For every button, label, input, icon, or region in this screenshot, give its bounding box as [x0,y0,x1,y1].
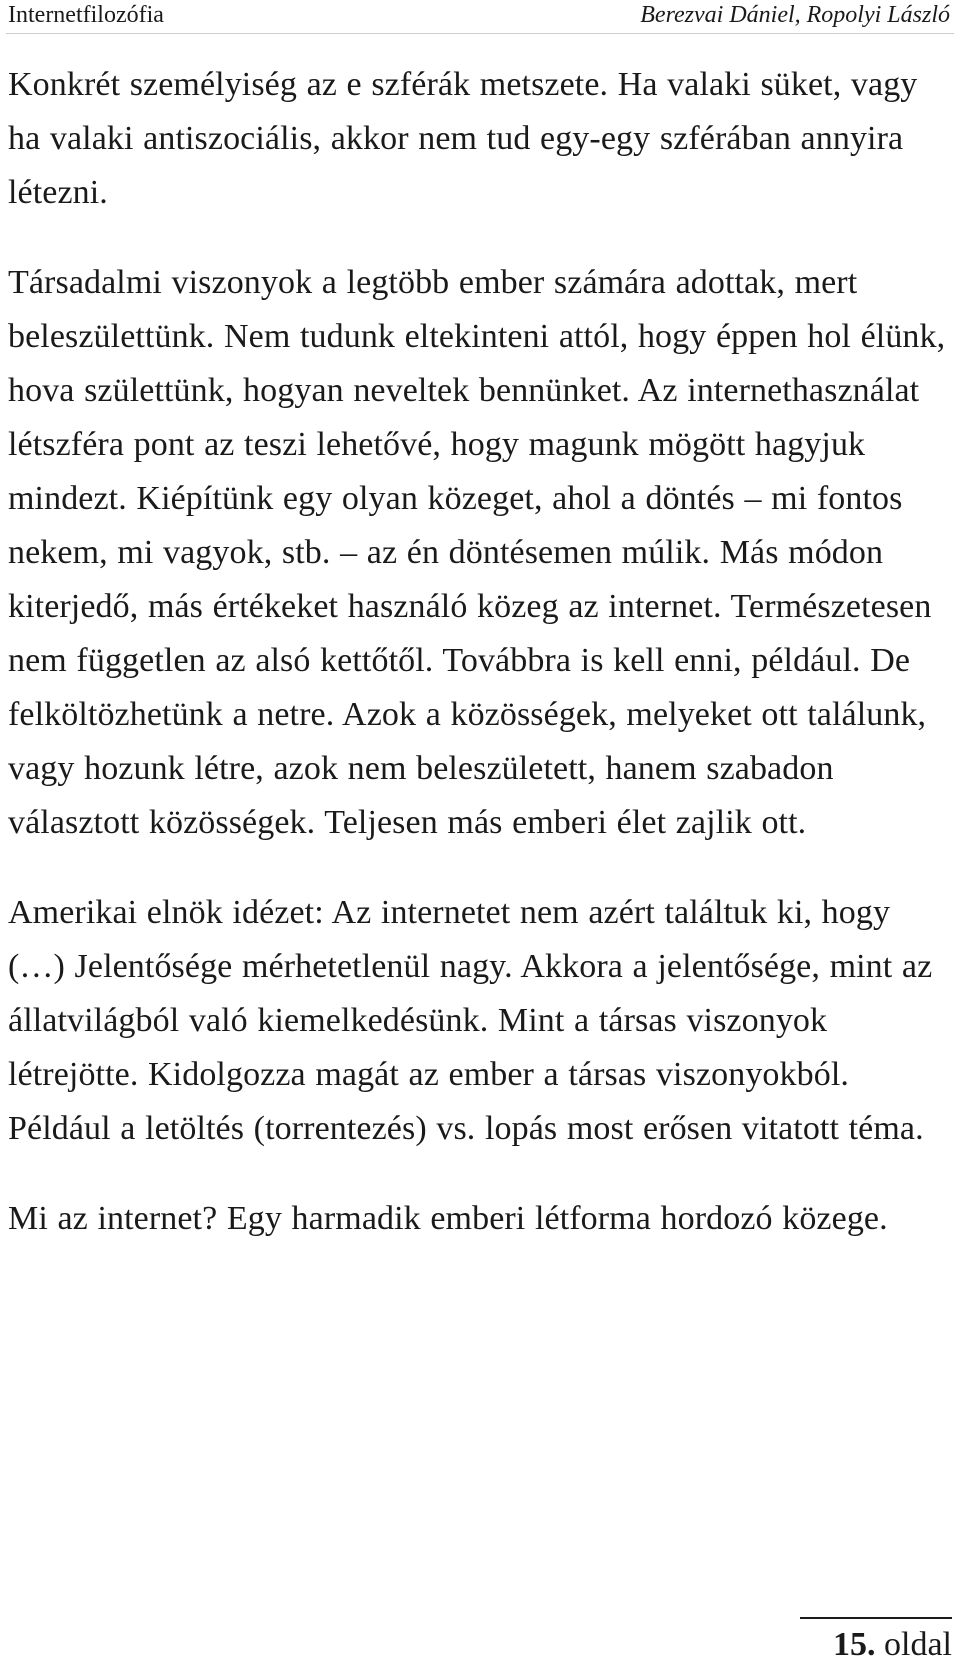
document-authors: Berezvai Dániel, Ropolyi László [640,2,950,28]
paragraph: Amerikai elnök idézet: Az internetet nem azért találtuk ki, hogy (…) Jelentősége mérhetetlenül nagy. Akkora a jelentősége, mint az állatvilágból való kiemelkedésünk. Mint a társas viszonyok létrejötte. Kidolgozza magát az ember a társas viszonyokból. Például a letöltés (torrentezés) vs. lopás most erősen vitatott téma. [8,894,933,1147]
paragraph: Konkrét személyiség az e szférák metszete. Ha valaki süket, vagy ha valaki antiszociális, akkor nem tud egy-egy szférában annyira létezni. [8,66,918,211]
page-footer [800,1617,952,1671]
page-number-label: oldal [884,1626,952,1663]
page-number [833,1621,952,1669]
header-divider [6,33,954,34]
page-body [8,58,956,1282]
paragraph: Társadalmi viszonyok a legtöbb ember számára adottak, mert beleszülettünk. Nem tudunk eltekinteni attól, hogy éppen hol élünk, hova születtünk, hogyan neveltek bennünket. Az internethasználat létszféra pont az teszi lehetővé, hogy magunk mögött hagyjuk mindezt. Kiépítünk egy olyan közeget, ahol a döntés – mi fontos nekem, mi vagyok, stb. – az én döntésemen múlik. Más módon kiterjedő, más értékeket használó közeg az internet. Természetesen nem független az alsó kettőtől. Továbbra is kell enni, például. De felköltözhetünk a netre. Azok a közösségek, melyeket ott találunk, vagy hozunk létre, azok nem beleszületett, hanem szabadon választott közösségek. Teljesen más emberi élet zajlik ott. [8,264,946,841]
running-header [0,0,960,34]
document-title: Internetfilozófia [8,2,164,28]
paragraph: Mi az internet? Egy harmadik emberi létforma hordozó közege. [8,1200,888,1237]
footer-divider [800,1617,952,1619]
page-number-value: 15. [833,1626,876,1663]
